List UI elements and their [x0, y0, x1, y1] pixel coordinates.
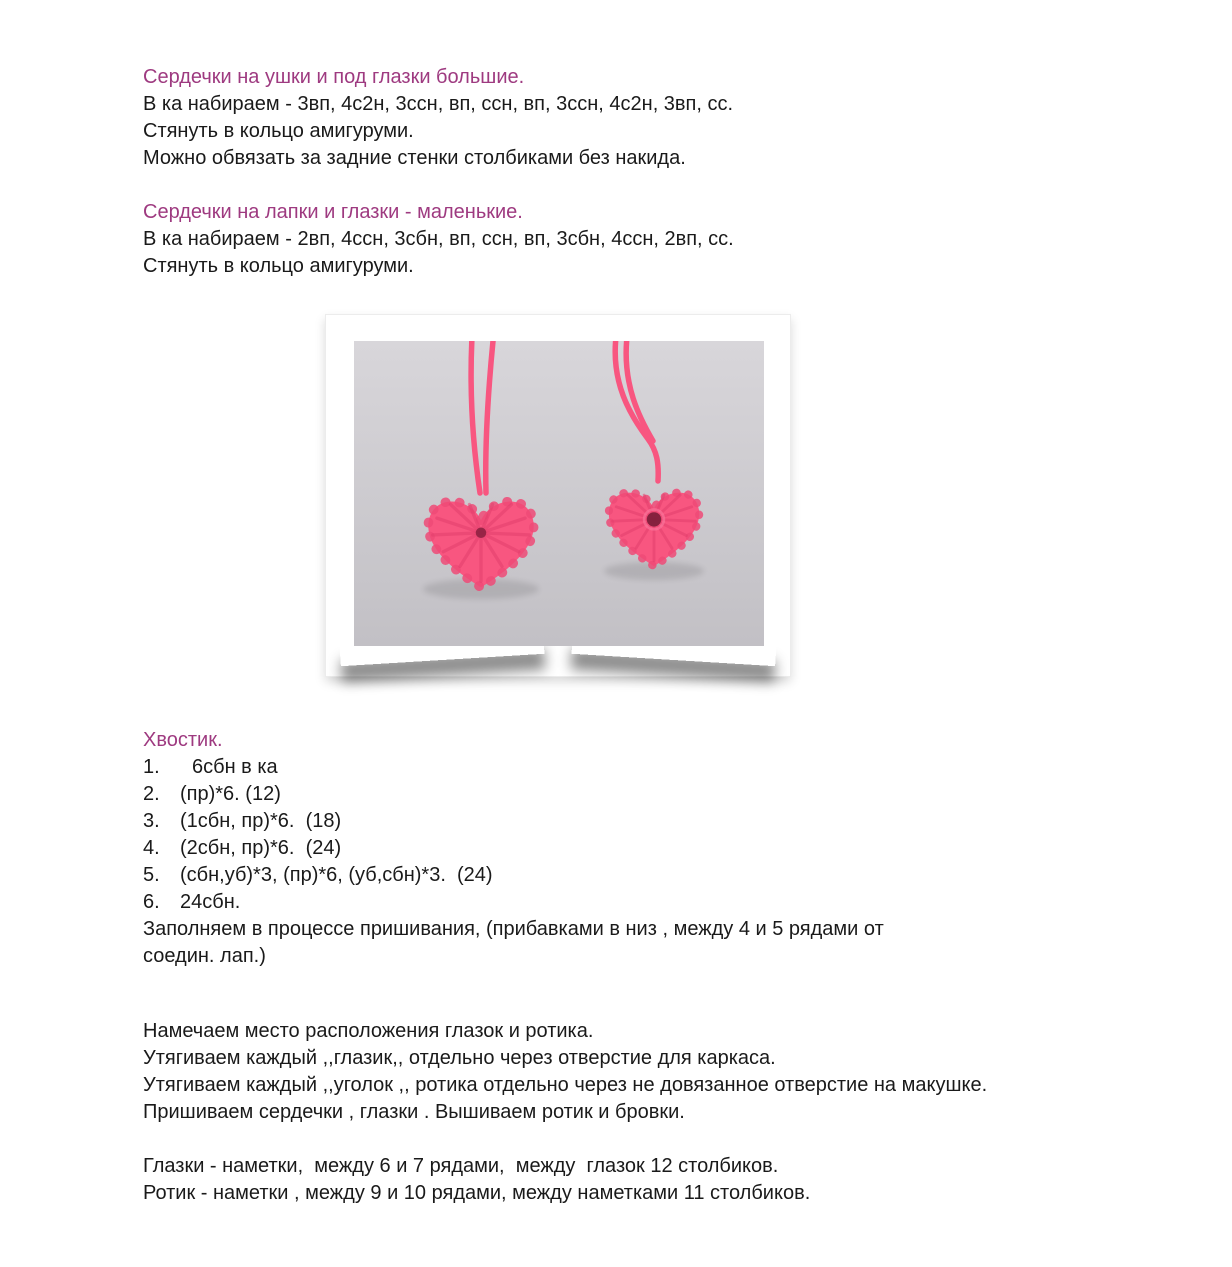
- step-number: 1.: [143, 756, 160, 778]
- body-line: Утягиваем каждый ,,уголок ,, ротика отдельно через не довязанное отверстие на макушке.: [143, 1074, 988, 1096]
- body-line: Стянуть в кольцо амигуруми.: [143, 120, 414, 142]
- section-marks: [143, 1153, 1172, 1207]
- step-text: (пр)*6. (12): [180, 783, 281, 805]
- hearts-photo-frame: [325, 314, 791, 677]
- body-line: В ка набираем - 3вп, 4с2н, 3ссн, вп, ссн, вп, 3ссн, 4с2н, 3вп, сс.: [143, 93, 734, 115]
- body-line: В ка набираем - 2вп, 4ссн, 3сбн, вп, ссн, вп, 3сбн, 4ссн, 2вп, сс.: [143, 228, 734, 250]
- body-line: Заполняем в процессе пришивания, (прибавками в низ , между 4 и 5 рядами от: [143, 918, 884, 940]
- step-number: 3.: [143, 810, 160, 832]
- body-line: Стянуть в кольцо амигуруми.: [143, 255, 414, 277]
- section-heading-tail: Хвостик.: [143, 729, 223, 751]
- step-number: 4.: [143, 837, 160, 859]
- step-text: (1сбн, пр)*6. (18): [180, 810, 342, 832]
- step-text: (сбн,уб)*3, (пр)*6, (уб,сбн)*3. (24): [180, 864, 493, 886]
- hearts-photo-illustration: [354, 341, 764, 646]
- body-line: Пришиваем сердечки , глазки . Вышиваем ротик и бровки.: [143, 1101, 685, 1123]
- step-text: 6сбн в ка: [192, 756, 278, 778]
- step-number: 2.: [143, 783, 160, 805]
- section-tail: [143, 727, 1172, 970]
- list-item: [143, 835, 1172, 862]
- right-heart-center-hole: [647, 512, 661, 526]
- section-heading-small-hearts: Сердечки на лапки и глазки - маленькие.: [143, 201, 523, 223]
- body-line: соедин. лап.): [143, 945, 266, 967]
- body-line: Намечаем место расположения глазок и ротика.: [143, 1020, 594, 1042]
- left-heart-center-hole: [476, 528, 487, 539]
- body-line: Утягиваем каждый ,,глазик,, отдельно через отверстие для каркаса.: [143, 1047, 776, 1069]
- list-item: [143, 781, 1172, 808]
- step-number: 5.: [143, 864, 160, 886]
- section-big-hearts: [143, 64, 1172, 172]
- body-line: Глазки - наметки, между 6 и 7 рядами, между глазок 12 столбиков.: [143, 1155, 779, 1177]
- list-item: [143, 862, 1172, 889]
- section-assembly: [143, 1018, 1172, 1126]
- section-small-hearts: [143, 199, 1172, 280]
- list-item: [143, 754, 1172, 781]
- hearts-photo: [354, 341, 764, 646]
- step-number: 6.: [143, 891, 160, 913]
- step-text: (2сбн, пр)*6. (24): [180, 837, 342, 859]
- section-heading-big-hearts: Сердечки на ушки и под глазки большие.: [143, 66, 525, 88]
- list-item: [143, 889, 1172, 916]
- list-item: [143, 808, 1172, 835]
- step-text: 24сбн.: [180, 891, 241, 913]
- body-line: Ротик - наметки , между 9 и 10 рядами, между наметками 11 столбиков.: [143, 1182, 811, 1204]
- body-line: Можно обвязать за задние стенки столбиками без накида.: [143, 147, 686, 169]
- photo-background: [354, 341, 764, 646]
